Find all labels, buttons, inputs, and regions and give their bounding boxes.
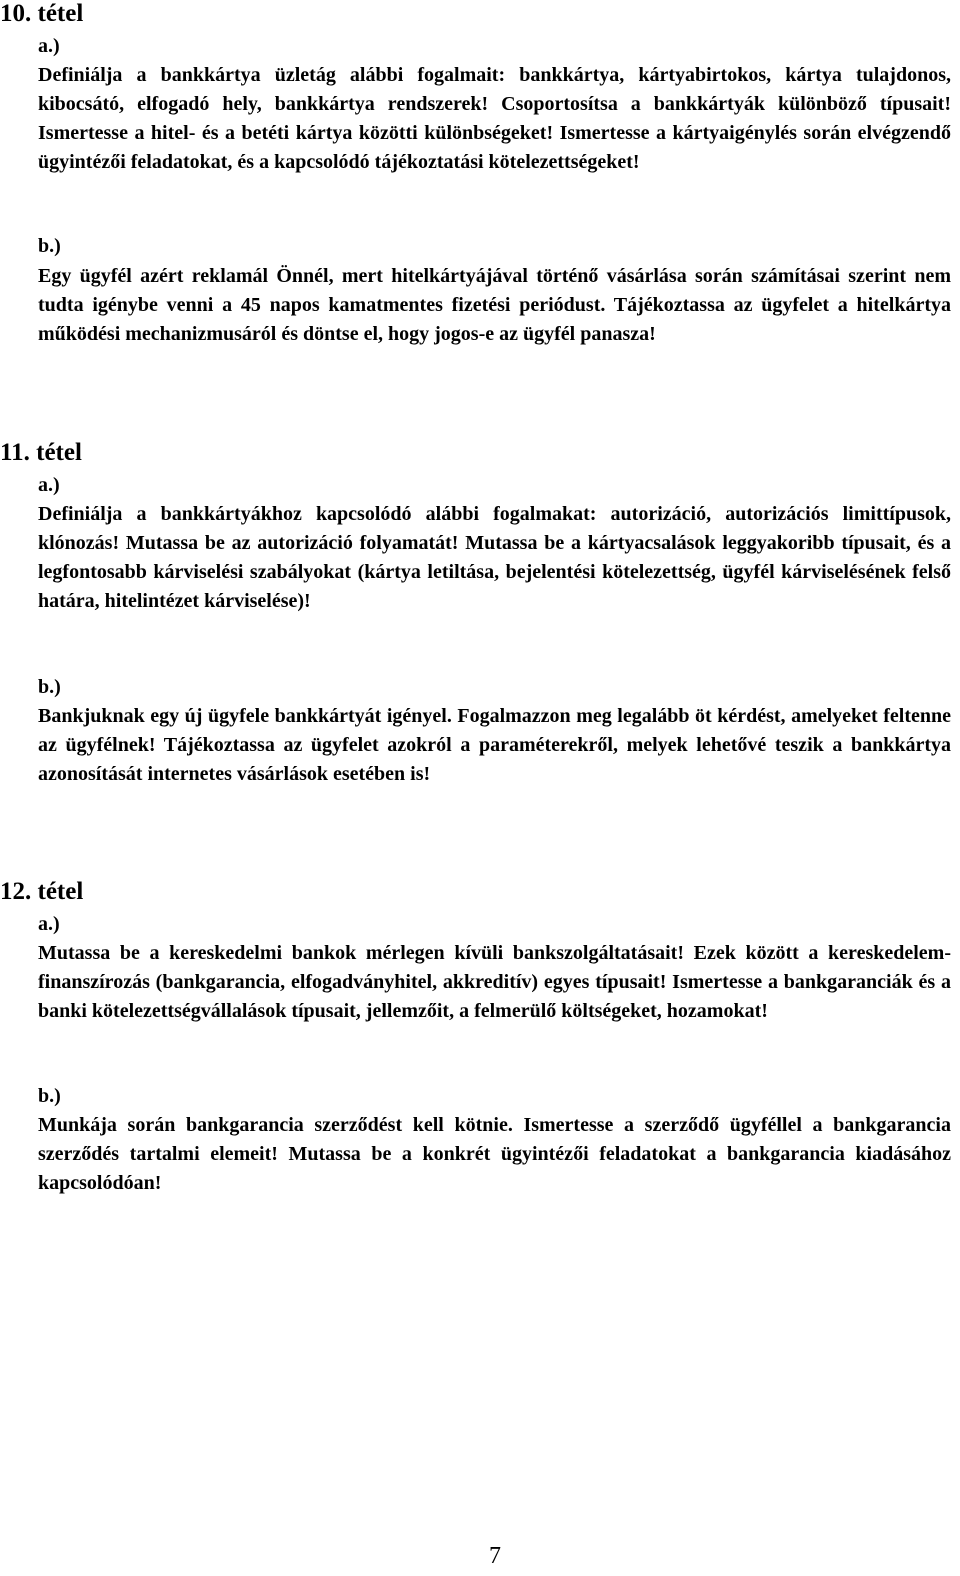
- part-text-10a: Definiálja a bankkártya üzletág alábbi fogalmait: bankkártya, kártyabirtokos, kártya tulajdonos, kibocsátó, elfogadó hely, bankkártya rendszerek! Csoportosítsa a bankkártyák különböző típusait! Ismertesse a hitel- és a betéti kártya közötti különbségeket! Ismertesse a kártyaigénylés során elvégzendő ügyintézői feladatokat, és a kapcsolódó tájékoztatási kötelezettségeket!: [38, 64, 951, 173]
- part-text-11b: Bankjuknak egy új ügyfele bankkártyát igényel. Fogalmazzon meg legalább öt kérdést, amelyeket feltenne az ügyfélnek! Tájékoztassa az ügyfelet azokról a paraméterekről, melyek lehetővé teszik a bankkártya azonosítását internetes vásárlások esetében is!: [38, 705, 951, 785]
- part-label-11b: b.): [38, 676, 61, 698]
- part-text-10b: Egy ügyfél azért reklamál Önnél, mert hitelkártyájával történő vásárlása során számításai szerint nem tudta igénybe venni a 45 napos kamatmentes fizetési periódust. Tájékoztassa az ügyfelet a hitelkártya működési mechanizmusáról és döntse el, hogy jogos-e az ügyfél panasza!: [38, 265, 951, 345]
- section-heading-12: 12. tétel: [0, 878, 84, 905]
- part-text-11a: Definiálja a bankkártyákhoz kapcsolódó alábbi fogalmakat: autorizáció, autorizációs limittípusok, klónozás! Mutassa be az autorizáció folyamatát! Mutassa be a kártyacsalások leggyakoribb típusait, és a legfontosabb kárviselési szabályokat (kártya letiltása, bejelentési kötelezettség, ügyfél kárviselésének felső határa, hitelintézet kárviselése)!: [38, 503, 951, 612]
- part-text-12a: Mutassa be a kereskedelmi bankok mérlegen kívüli bankszolgáltatásait! Ezek között a kereskedelem-finanszírozás (bankgarancia, elfogadványhitel, akkreditív) egyes típusait! Ismertesse a bankgaranciák és a banki kötelezettségvállalások típusait, jellemzőit, a felmerülő költségeket, hozamokat!: [38, 942, 951, 1022]
- part-label-12a: a.): [38, 913, 60, 935]
- part-label-11a: a.): [38, 474, 60, 496]
- part-label-12b: b.): [38, 1085, 61, 1107]
- part-label-10b: b.): [38, 235, 61, 257]
- section-heading-10: 10. tétel: [0, 0, 84, 27]
- section-heading-11: 11. tétel: [0, 439, 82, 466]
- page-number: 7: [489, 1543, 501, 1569]
- part-text-12b: Munkája során bankgarancia szerződést kell kötnie. Ismertesse a szerződő ügyféllel a bankgarancia szerződés tartalmi elemeit! Mutassa be a konkrét ügyintézői feladatokat a bankgarancia kiadásához kapcsolódóan!: [38, 1114, 951, 1194]
- part-label-10a: a.): [38, 35, 60, 57]
